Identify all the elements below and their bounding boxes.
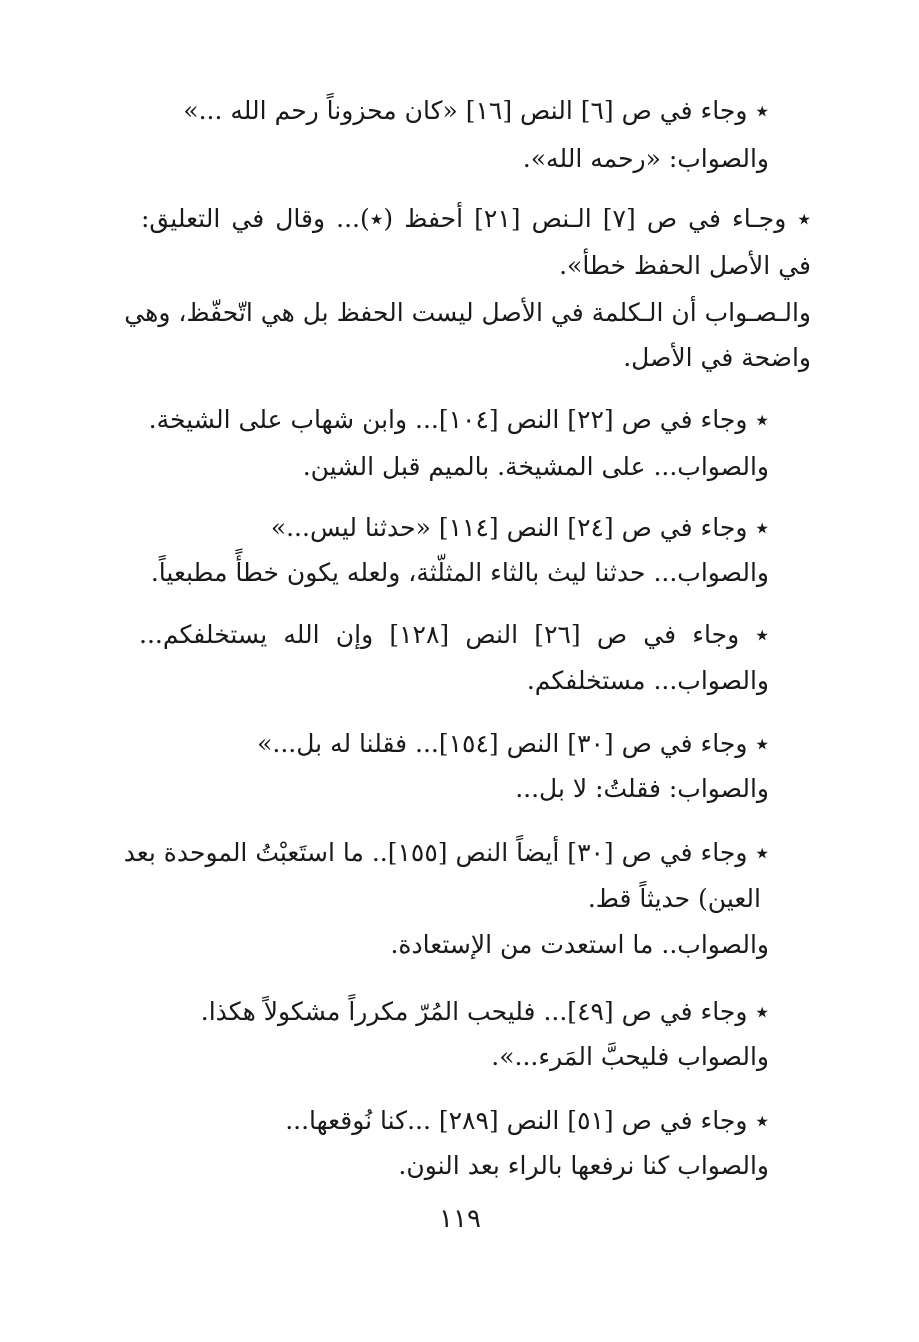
- text-line-16: العين) حديثاً قط.: [587, 884, 761, 913]
- text-line-12: والصواب... مستخلفكم.: [526, 666, 769, 695]
- text-line-15: ٭ وجاء في ص [٣٠] أيضاً النص [١٥٥].. ما استَعبْتُ الموحدة بعد: [123, 838, 769, 867]
- text-line-10: والصواب... حدثنا ليث بالثاء المثلّثة، ولعله يكون خطأً مطبعياً.: [150, 558, 769, 587]
- text-line-11: ٭ وجاء في ص [٢٦] النص [١٢٨] وإن الله يستخلفكم...: [139, 620, 769, 649]
- text-line-20: ٭ وجاء في ص [٥١] النص [٢٨٩] ...كنا نُوقعها...: [285, 1106, 769, 1135]
- page-number: ١١٩: [439, 1204, 481, 1234]
- text-line-13: ٭ وجاء في ص [٣٠] النص [١٥٤]... فقلنا له بل...»: [257, 729, 769, 758]
- text-line-21: والصواب كنا نرفعها بالراء بعد النون.: [398, 1151, 769, 1180]
- text-line-1: ٭ وجاء في ص [٦] النص [١٦] «كان محزوناً رحم الله ...»: [183, 96, 769, 125]
- text-line-9: ٭ وجاء في ص [٢٤] النص [١١٤] «حدثنا ليس...»: [270, 513, 769, 542]
- text-line-2: والصواب: «رحمه الله».: [522, 144, 769, 173]
- text-line-7: ٭ وجاء في ص [٢٢] النص [١٠٤]... وابن شهاب على الشيخة.: [148, 405, 769, 434]
- text-line-17: والصواب.. ما استعدت من الإستعادة.: [390, 930, 769, 959]
- text-line-5: والـصـواب أن الـكلمة في الأصل ليست الحفظ بل هي اتّحفّظ، وهي: [124, 298, 811, 327]
- text-line-19: والصواب فليحبَّ المَرء...».: [491, 1042, 769, 1071]
- text-line-14: والصواب: فقلتُ: لا بل...: [515, 774, 769, 803]
- text-line-6: واضحة في الأصل.: [623, 343, 811, 372]
- text-line-18: ٭ وجاء في ص [٤٩]... فليحب المُرّ مكرراً مشكولاً هكذا.: [200, 997, 769, 1026]
- text-line-4: في الأصل الحفظ خطأ».: [559, 251, 811, 280]
- text-line-8: والصواب... على المشيخة. بالميم قبل الشين.: [302, 452, 769, 481]
- text-line-3: ٭ وجـاء في ص [٧] الـنص [٢١] أحفظ (٭)... وقال في التعليق:: [141, 204, 811, 233]
